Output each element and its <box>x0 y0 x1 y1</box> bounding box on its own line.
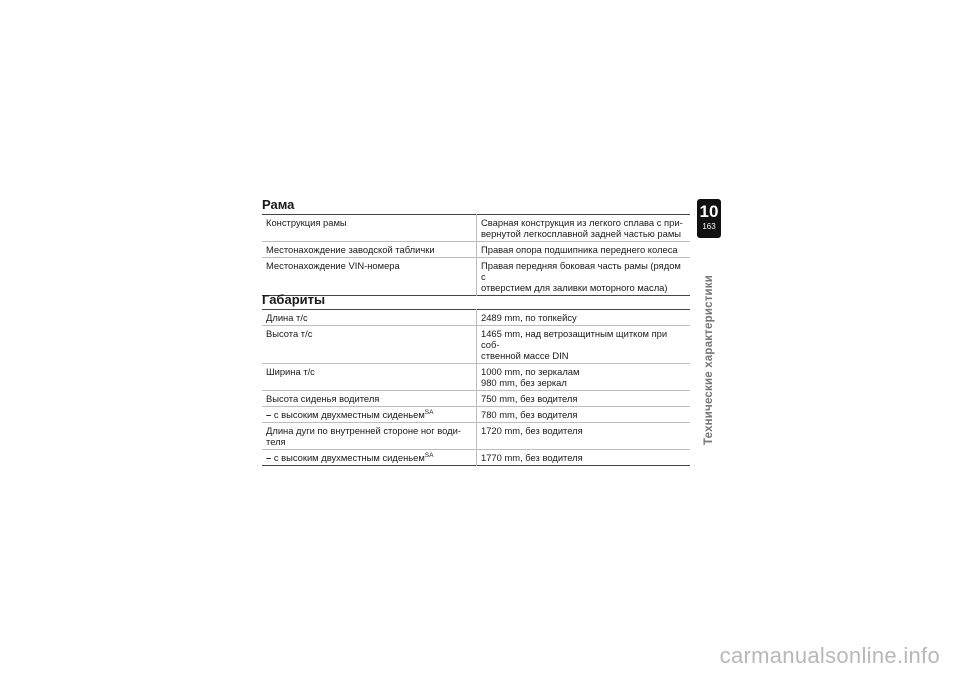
spec-row <box>262 423 690 450</box>
spec-label-text: Местонахождение заводской таблички <box>266 244 435 255</box>
spec-label <box>262 215 477 242</box>
frame-section-title: Рама <box>262 197 295 212</box>
spec-label-text: с высоким двухместным сиденьем <box>273 409 425 420</box>
spec-row <box>262 391 690 407</box>
spec-value-line: 1000 mm, по зеркалам <box>481 366 580 377</box>
spec-value-line: Сварная конструкция из легкого сплава с при- <box>481 217 683 228</box>
spec-value-line: Правая передняя боковая часть рамы (рядом с <box>481 260 681 282</box>
spec-value-line: Правая опора подшипника переднего колеса <box>481 244 678 255</box>
spec-label <box>262 364 477 391</box>
spec-value <box>477 326 691 364</box>
spec-value-line: 1720 mm, без водителя <box>481 425 583 436</box>
spec-value-line: вернутой легкосплавной задней частью рамы <box>481 228 682 239</box>
chapter-tab <box>697 199 721 238</box>
spec-label-text: с высоким двухместным сиденьем <box>273 452 425 463</box>
spec-value-line: 1770 mm, без водителя <box>481 452 583 463</box>
spec-row <box>262 215 690 242</box>
spec-label-text: Ширина т/с <box>266 366 315 377</box>
spec-row <box>262 242 690 258</box>
spec-label-text: Конструкция рамы <box>266 217 347 228</box>
spec-value <box>477 215 691 242</box>
spec-value <box>477 310 691 326</box>
spec-row <box>262 450 690 466</box>
dash-marker: – <box>266 409 272 420</box>
chapter-side-title: Технические характеристики <box>703 274 715 446</box>
spec-label-text: Длина дуги по внутренней стороне ног води- теля <box>266 425 461 447</box>
spec-value <box>477 423 691 450</box>
spec-label <box>262 258 477 296</box>
spec-value-line: 2489 mm, по топкейсу <box>481 312 577 323</box>
spec-row <box>262 258 690 296</box>
dash-marker: – <box>266 452 272 463</box>
spec-row <box>262 364 690 391</box>
spec-value <box>477 391 691 407</box>
spec-label-text: Высота сиденья водителя <box>266 393 380 404</box>
dimensions-section-title: Габариты <box>262 292 326 307</box>
spec-label <box>262 391 477 407</box>
spec-value-line: отверстием для заливки моторного масла) <box>481 282 668 293</box>
watermark: carmanualsonline.info <box>719 643 940 668</box>
spec-value <box>477 242 691 258</box>
chapter-number: 10 <box>699 202 719 221</box>
spec-value <box>477 258 691 296</box>
spec-value-line: 780 mm, без водителя <box>481 409 578 420</box>
special-accessory-marker: SA <box>424 451 434 459</box>
page-number: 163 <box>702 222 716 231</box>
spec-label <box>262 242 477 258</box>
spec-value-line: 1465 mm, над ветрозащитным щитком при соб- <box>481 328 668 350</box>
spec-label <box>262 326 477 364</box>
spec-value-line: 750 mm, без водителя <box>481 393 578 404</box>
spec-value <box>477 407 691 423</box>
spec-row <box>262 407 690 423</box>
spec-label-text: Длина т/с <box>266 312 308 323</box>
spec-row <box>262 310 690 326</box>
spec-value <box>477 450 691 466</box>
spec-label-text: Высота т/с <box>266 328 313 339</box>
spec-label <box>262 310 477 326</box>
spec-value <box>477 364 691 391</box>
spec-row <box>262 326 690 364</box>
dimensions-spec-table <box>262 309 690 466</box>
spec-value-line: 980 mm, без зеркал <box>481 377 567 388</box>
spec-value-line: ственной массе DIN <box>481 350 569 361</box>
spec-label <box>262 423 477 450</box>
special-accessory-marker: SA <box>424 408 434 416</box>
frame-spec-table <box>262 214 690 296</box>
spec-label-text: Местонахождение VIN-номера <box>266 260 400 271</box>
spec-label <box>262 450 477 466</box>
spec-label <box>262 407 477 423</box>
